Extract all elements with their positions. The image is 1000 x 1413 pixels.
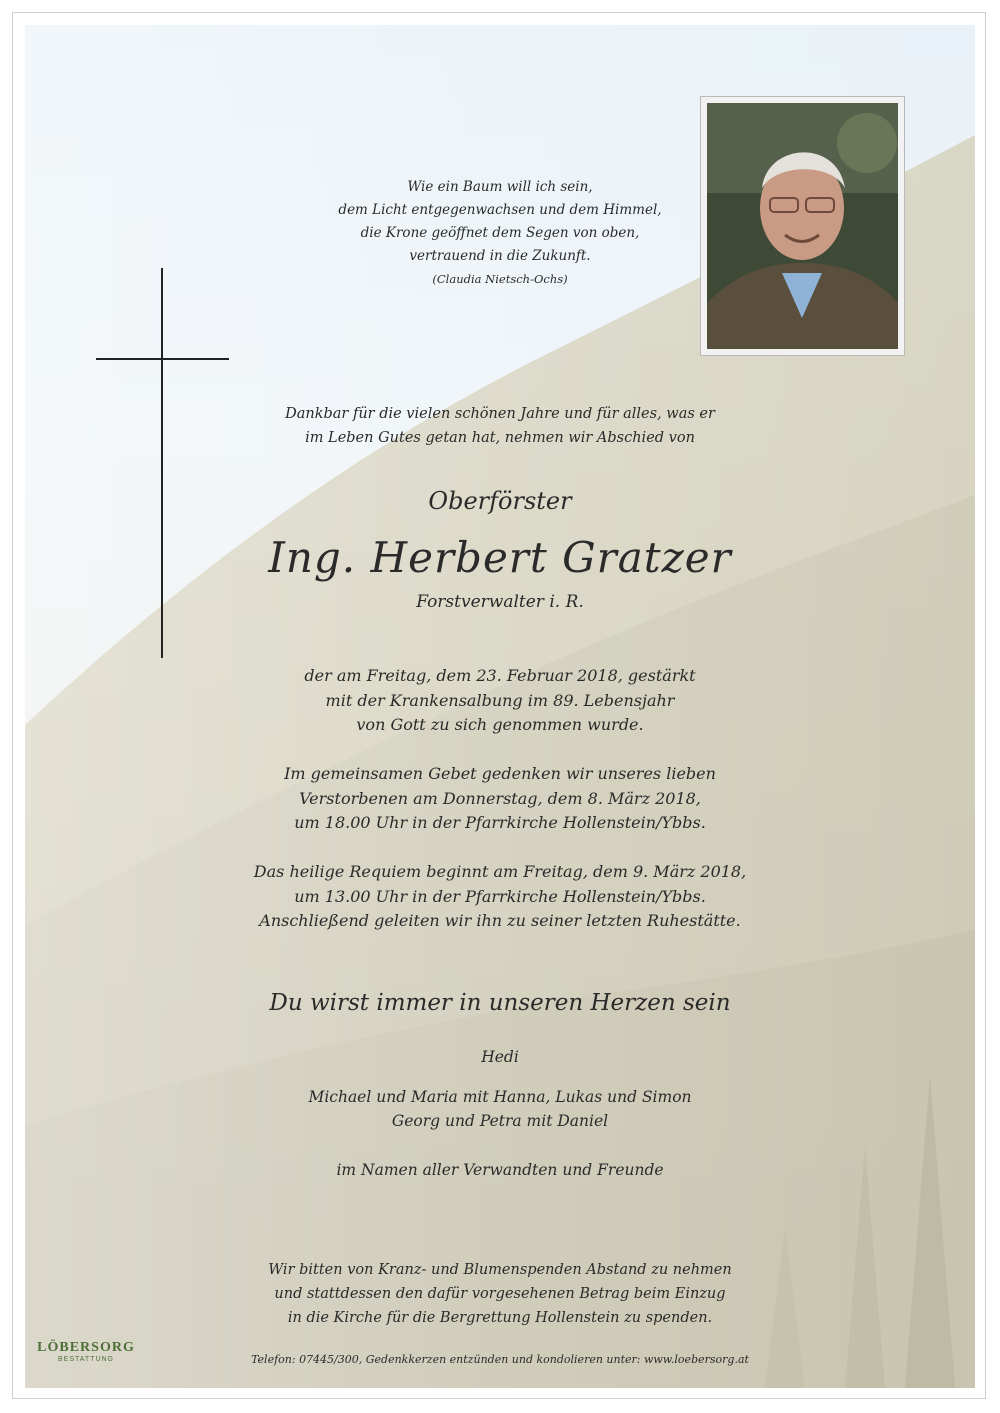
quote-line: dem Licht entgegenwachsen und dem Himmel, xyxy=(338,202,662,218)
family-spouse: Hedi xyxy=(481,1048,519,1066)
deceased-title: Oberförster xyxy=(428,487,572,515)
quote-source: (Claudia Nietsch-Ochs) xyxy=(432,272,568,286)
request-line: in die Kirche für die Bergrettung Hollenstein zu spenden. xyxy=(287,1310,713,1326)
logo-name: LÖBERSORG xyxy=(37,1340,135,1355)
death-notice-paragraph xyxy=(0,664,1000,738)
request-line: Wir bitten von Kranz- und Blumenspenden Abstand zu nehmen xyxy=(268,1262,732,1278)
request-line: und stattdessen den dafür vorgesehenen Betrag beim Einzug xyxy=(274,1286,726,1302)
quote-line: die Krone geöffnet dem Segen von oben, xyxy=(360,225,640,241)
quote-line: Wie ein Baum will ich sein, xyxy=(407,179,593,195)
intro-text xyxy=(0,402,1000,450)
logo-tagline: BESTATTUNG xyxy=(57,1356,115,1363)
paragraph-line: um 13.00 Uhr in der Pfarrkirche Hollenstein/Ybbs. xyxy=(294,886,706,906)
family-line: Michael und Maria mit Hanna, Lukas und Simon xyxy=(308,1088,692,1106)
paragraph-line: der am Freitag, dem 23. Februar 2018, gestärkt xyxy=(304,666,696,685)
intro-line: im Leben Gutes getan hat, nehmen wir Abschied von xyxy=(305,430,695,446)
contact-footer: Telefon: 07445/300, Gedenkkerzen entzünden und kondolieren unter: www.loebersorg.at xyxy=(251,1353,749,1366)
paragraph-line: um 18.00 Uhr in der Pfarrkirche Hollenstein/Ybbs. xyxy=(294,813,706,832)
deceased-name: Ing. Herbert Gratzer xyxy=(268,533,732,582)
family-others: im Namen aller Verwandten und Freunde xyxy=(336,1161,664,1179)
quote xyxy=(0,176,1000,291)
deceased-subtitle: Forstverwalter i. R. xyxy=(416,592,584,612)
paragraph-line: Verstorbenen am Donnerstag, dem 8. März 2018, xyxy=(299,788,701,808)
motto: Du wirst immer in unseren Herzen sein xyxy=(269,990,731,1016)
intro-line: Dankbar für die vielen schönen Jahre und für alles, was er xyxy=(285,406,715,422)
cross-horizontal-bar xyxy=(96,358,229,360)
paragraph-line: Anschließend geleiten wir ihn zu seiner letzten Ruhestätte. xyxy=(259,911,741,930)
paragraph-line: Das heilige Requiem beginnt am Freitag, dem 9. März 2018, xyxy=(253,862,747,881)
paragraph-line: Im gemeinsamen Gebet gedenken wir unseres lieben xyxy=(284,764,716,783)
donation-request xyxy=(0,1258,1000,1330)
prayer-paragraph xyxy=(0,762,1000,836)
quote-line: vertrauend in die Zukunft. xyxy=(409,248,591,264)
paragraph-line: mit der Krankensalbung im 89. Lebensjahr xyxy=(325,690,675,710)
requiem-paragraph xyxy=(0,860,1000,934)
paragraph-line: von Gott zu sich genommen wurde. xyxy=(356,715,644,734)
family-children xyxy=(0,1085,1000,1133)
family-line: Georg und Petra mit Daniel xyxy=(391,1112,609,1130)
